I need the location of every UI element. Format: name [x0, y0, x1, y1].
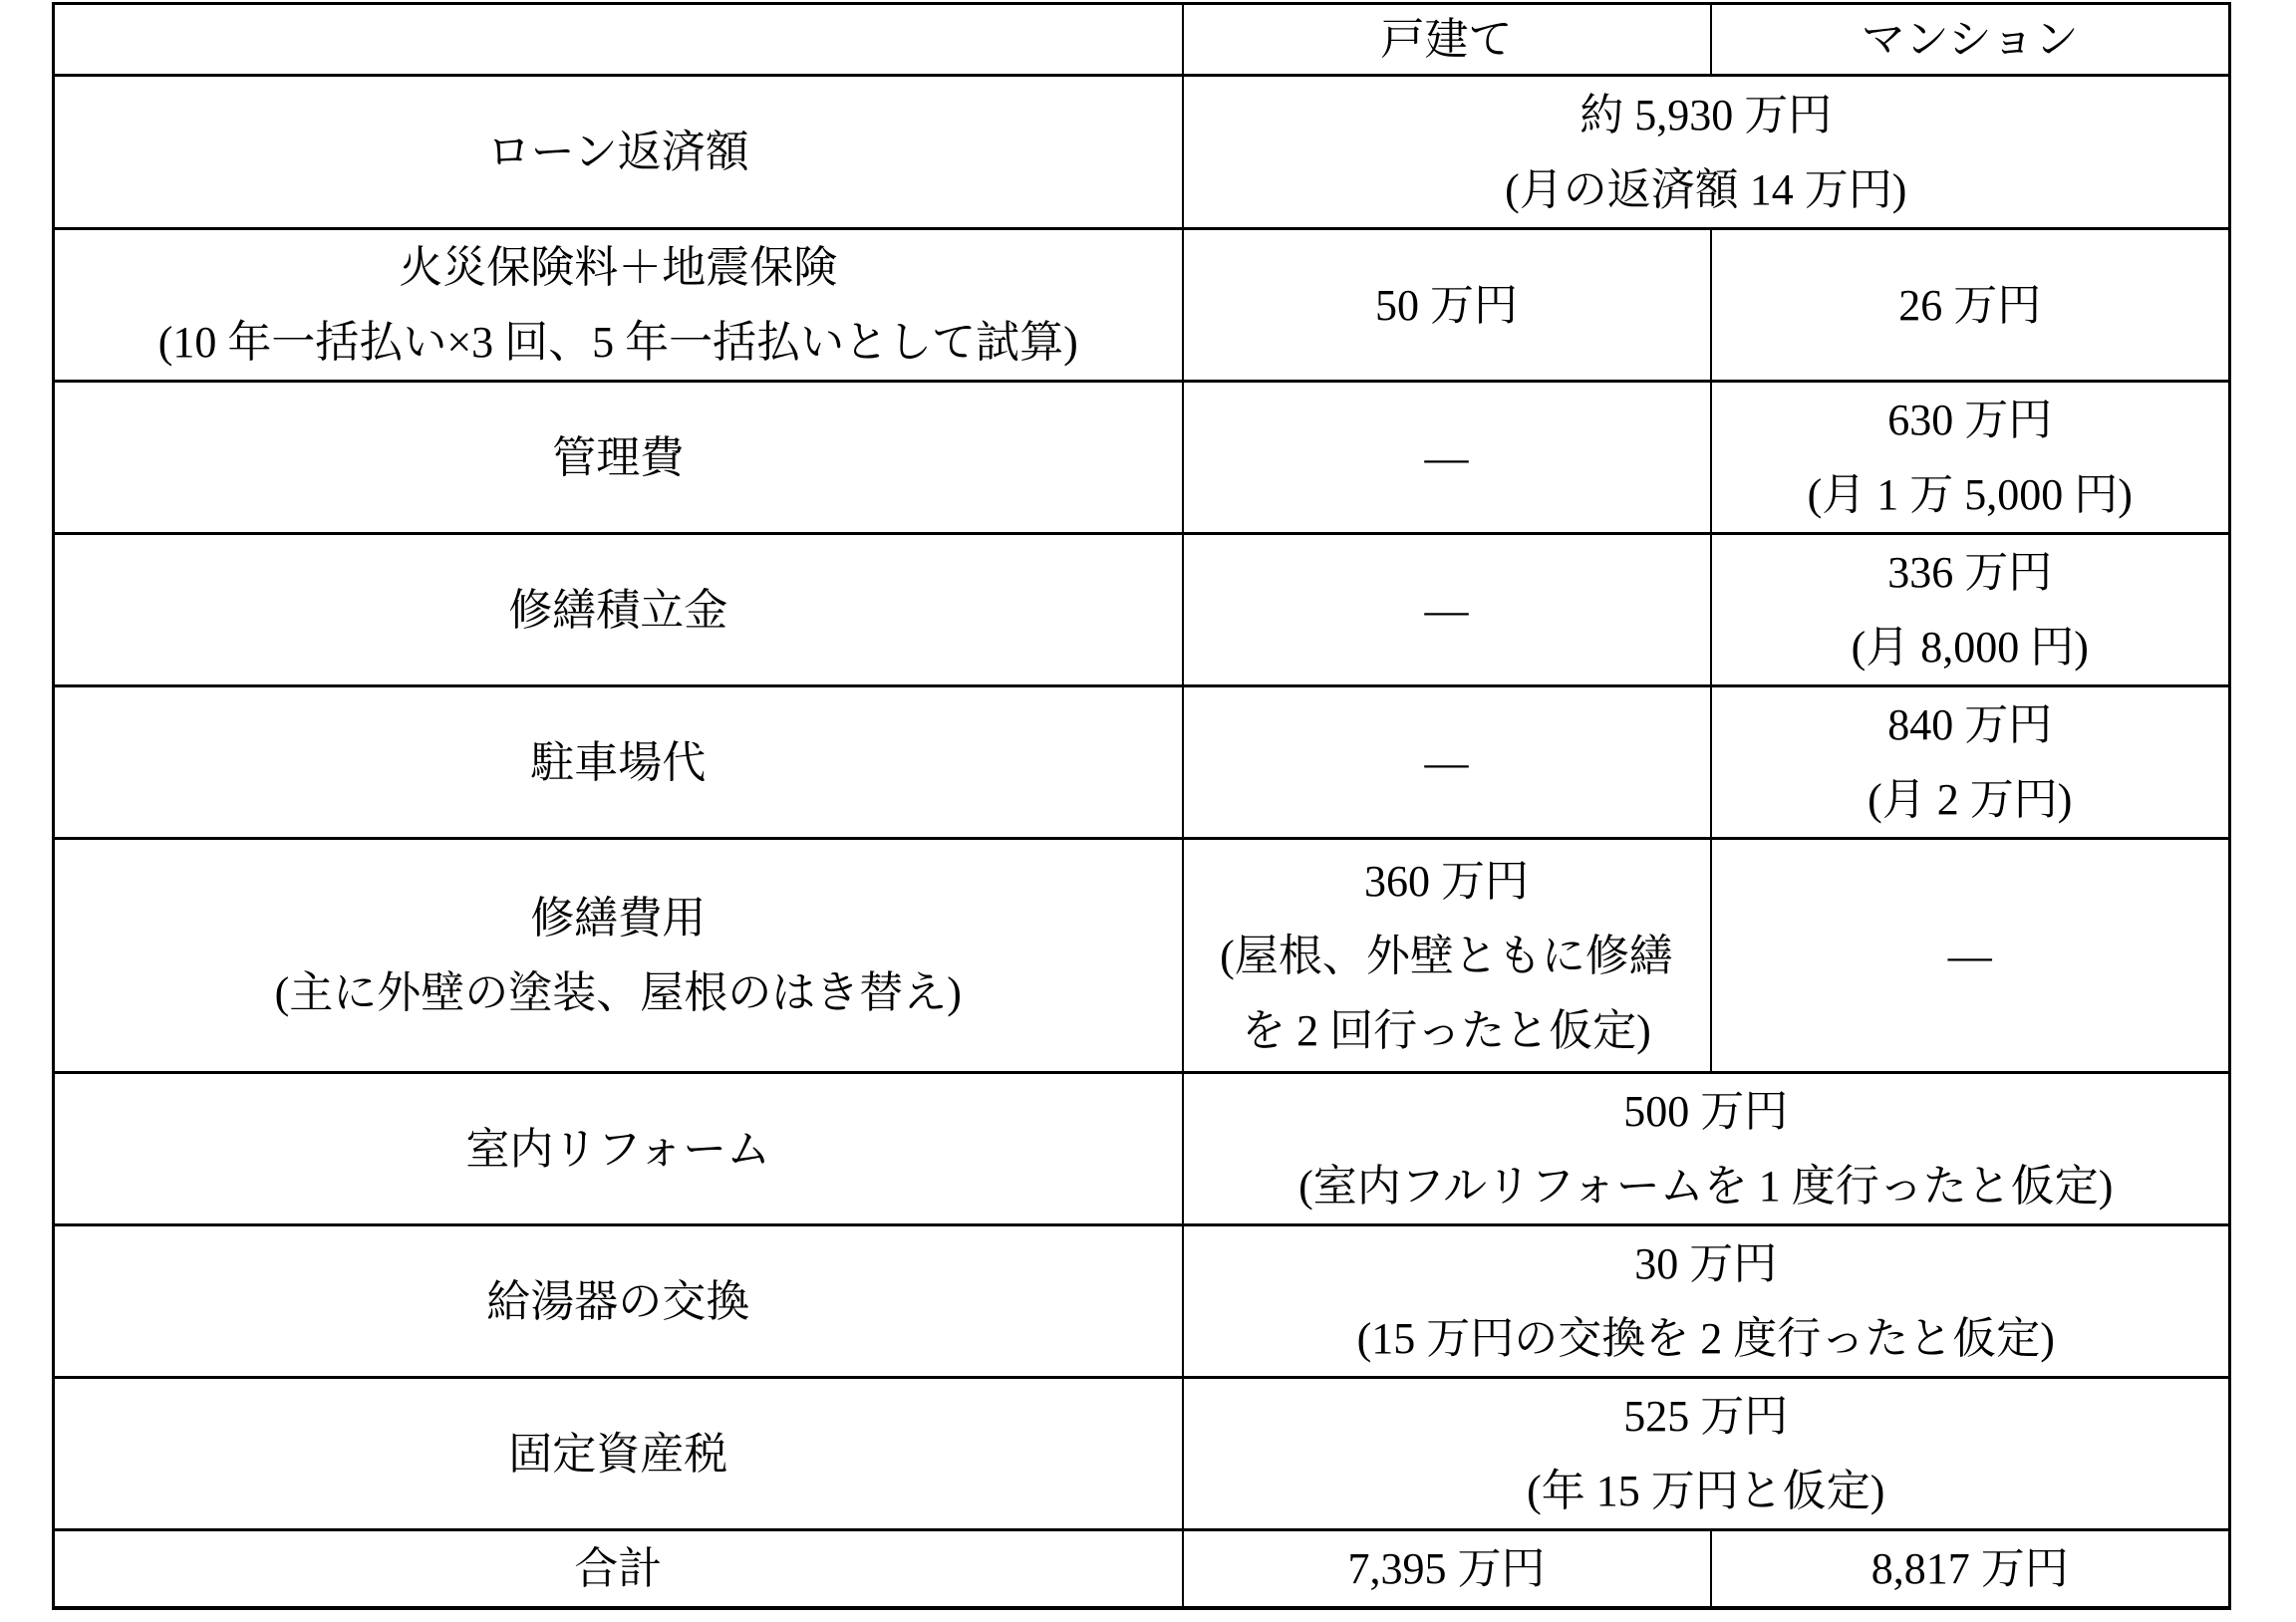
row-management-fee — [54, 382, 2230, 534]
value-line: ― — [1947, 931, 1992, 980]
label-cell — [54, 1378, 1183, 1530]
value-cell-span — [1183, 1225, 2230, 1378]
value-line: 840 万円 — [1887, 700, 2053, 749]
header-empty-cell — [54, 4, 1183, 76]
row-repair-costs — [54, 839, 2230, 1073]
label-cell — [54, 1225, 1183, 1378]
value-line: (月 2 万円) — [1867, 775, 2073, 824]
label-line: ローン返済額 — [486, 128, 749, 176]
value-line: 336 万円 — [1887, 548, 2053, 597]
value-line: ― — [1424, 585, 1469, 635]
value-cell-mansion — [1711, 382, 2230, 534]
label-line: 駐車場代 — [530, 737, 707, 787]
value-line: (月 1 万 5,000 円) — [1807, 470, 2133, 519]
label-line: 管理費 — [552, 432, 685, 482]
value-line: ― — [1424, 432, 1469, 482]
cost-comparison-table — [52, 2, 2231, 1610]
row-fire-earthquake-insurance — [54, 229, 2230, 382]
label-line: 火災保険料＋地震保険 — [399, 243, 838, 292]
row-water-heater-replacement — [54, 1225, 2230, 1378]
label-line: 修繕費用 — [530, 894, 707, 943]
value-line: を 2 回行ったと仮定) — [1242, 1005, 1651, 1055]
label-cell — [54, 534, 1183, 686]
value-line: (屋根、外壁ともに修繕 — [1220, 931, 1673, 980]
value-cell-mansion — [1711, 534, 2230, 686]
value-cell-kodate — [1183, 534, 1711, 686]
value-cell-mansion — [1711, 686, 2230, 839]
value-cell-span — [1183, 1073, 2230, 1225]
value-cell-kodate — [1183, 382, 1711, 534]
value-line: 500 万円 — [1623, 1087, 1789, 1136]
value-line: (月の返済額 14 万円) — [1505, 164, 1907, 214]
value-line: 30 万円 — [1634, 1239, 1778, 1288]
row-parking-fee — [54, 686, 2230, 839]
value-line: 26 万円 — [1898, 280, 2042, 330]
value-line: (年 15 万円と仮定) — [1527, 1467, 1885, 1515]
value-line: 約 5,930 万円 — [1579, 90, 1833, 139]
label-line: (主に外壁の塗装、屋根のはき替え) — [274, 968, 962, 1017]
value-line: 50 万円 — [1375, 280, 1518, 330]
label-cell — [54, 76, 1183, 229]
label-cell — [54, 382, 1183, 534]
row-repair-reserve-fund — [54, 534, 2230, 686]
label-line: 給湯器の交換 — [486, 1276, 750, 1326]
value-cell-kodate — [1183, 839, 1711, 1073]
label-line: 合計 — [574, 1544, 663, 1593]
label-cell — [54, 1530, 1183, 1609]
value-cell-kodate — [1183, 686, 1711, 839]
value-line: 525 万円 — [1623, 1392, 1789, 1441]
label-cell — [54, 1073, 1183, 1225]
label-cell — [54, 839, 1183, 1073]
value-line: (月 8,000 円) — [1851, 623, 2089, 672]
value-line: (室内フルリフォームを 1 度行ったと仮定) — [1298, 1162, 2114, 1211]
label-line: 修繕積立金 — [508, 585, 728, 635]
label-line: 室内リフォーム — [465, 1124, 771, 1174]
value-line: 630 万円 — [1887, 396, 2053, 444]
label-cell — [54, 686, 1183, 839]
label-line: (10 年一括払い×3 回、5 年一括払いとして試算) — [157, 318, 1078, 367]
value-line: 7,395 万円 — [1347, 1544, 1546, 1593]
value-cell-mansion — [1711, 229, 2230, 382]
row-property-tax — [54, 1378, 2230, 1530]
value-cell-span — [1183, 76, 2230, 229]
value-cell-kodate — [1183, 1530, 1711, 1609]
label-cell — [54, 229, 1183, 382]
value-line: ― — [1424, 737, 1469, 787]
value-cell-mansion — [1711, 1530, 2230, 1609]
header-mansion: マンション — [1711, 4, 2230, 76]
row-loan-repayment — [54, 76, 2230, 229]
header-kodate: 戸建て — [1183, 4, 1711, 76]
value-cell-span — [1183, 1378, 2230, 1530]
row-total — [54, 1530, 2230, 1609]
label-line: 固定資産税 — [508, 1429, 728, 1479]
value-cell-mansion — [1711, 839, 2230, 1073]
value-line: (15 万円の交換を 2 度行ったと仮定) — [1356, 1314, 2055, 1363]
value-line: 8,817 万円 — [1870, 1544, 2069, 1593]
value-cell-kodate — [1183, 229, 1711, 382]
header-row — [54, 4, 2230, 76]
row-interior-renovation — [54, 1073, 2230, 1225]
value-line: 360 万円 — [1364, 856, 1529, 906]
